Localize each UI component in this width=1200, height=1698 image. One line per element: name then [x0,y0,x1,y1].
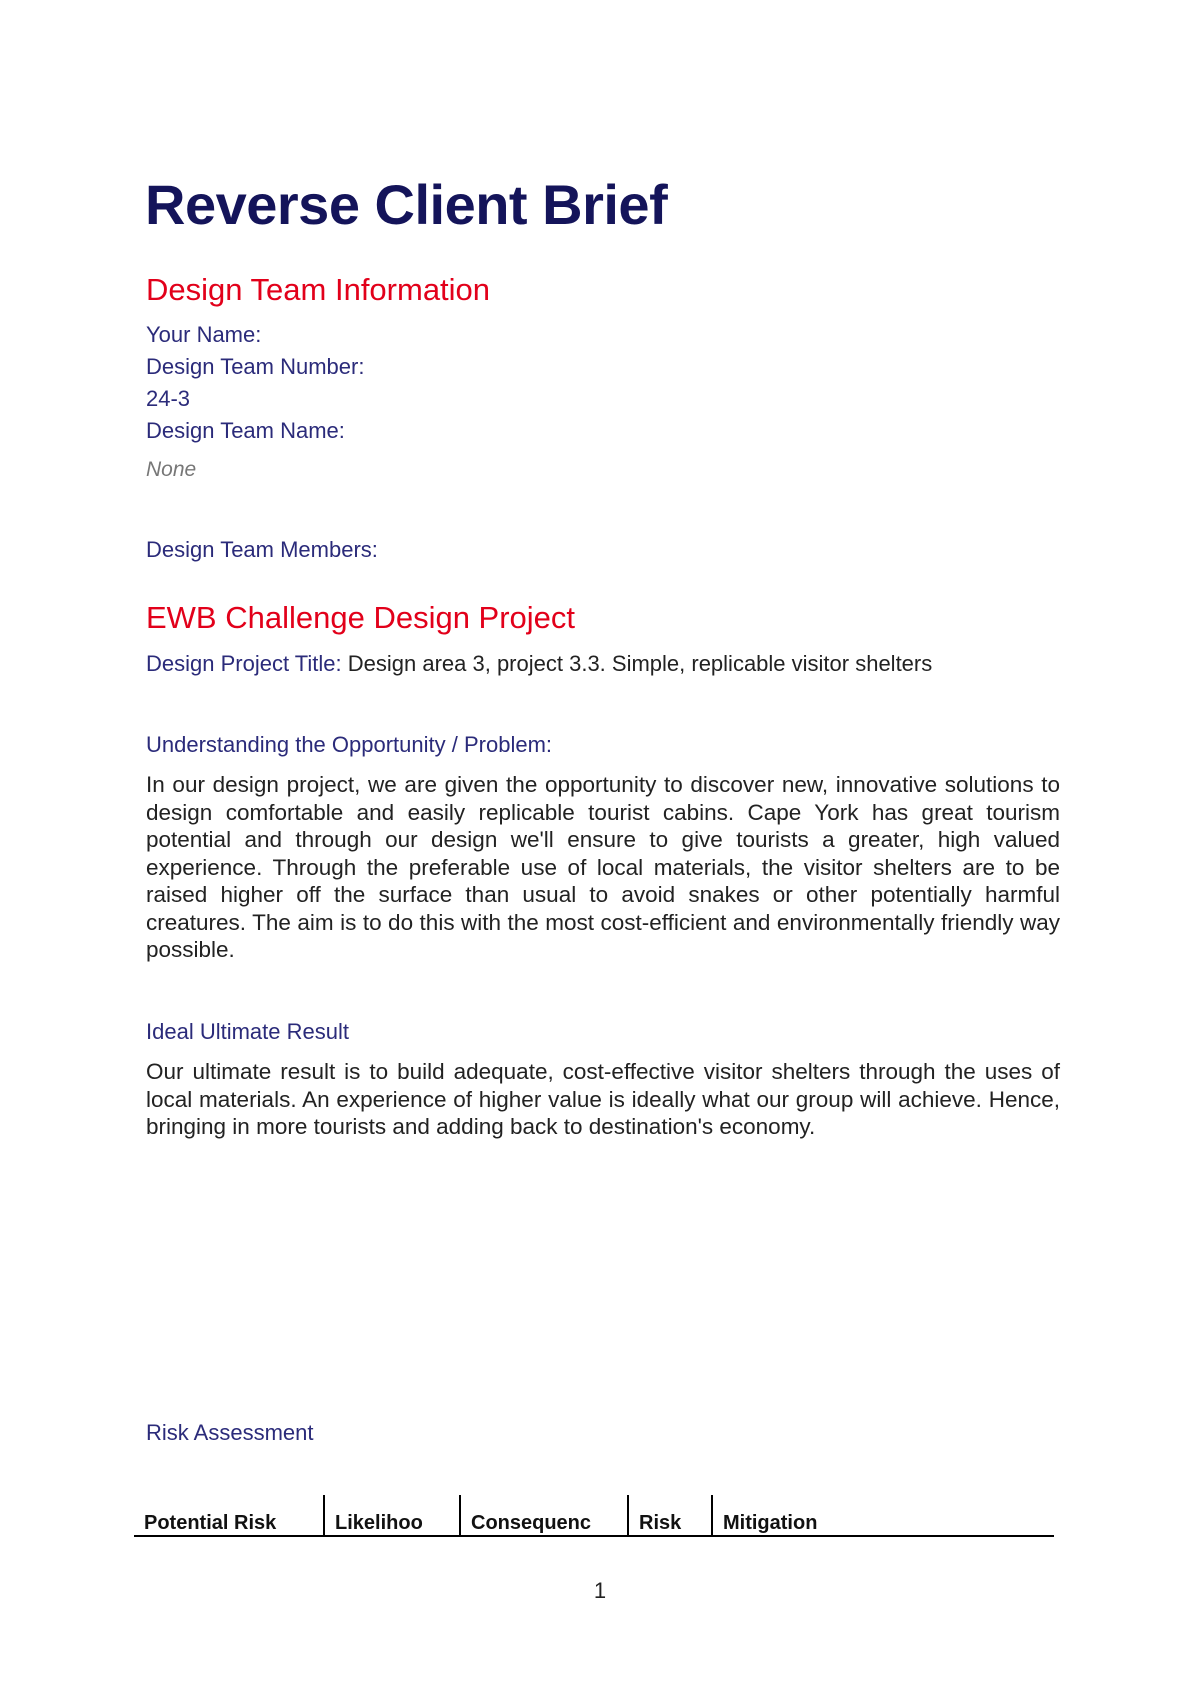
ideal-result-heading: Ideal Ultimate Result [146,1019,349,1044]
page-number: 1 [593,1578,607,1603]
team-number-value: 24-3 [146,386,191,411]
col-mitigation: Mitigation [712,1495,1054,1536]
project-heading: EWB Challenge Design Project [146,600,576,635]
project-title-line [146,651,932,677]
document-title: Reverse Client Brief [145,173,668,236]
ideal-result-paragraph: Our ultimate result is to build adequate, cost-effective visitor shelters through the uses of local materials. An experience of higher value is ideally what our group will achieve. Hence, bringing in more tourists and adding back to destination's economy. [146,1059,1060,1139]
risk-table-header-row [134,1495,1054,1536]
team-number-label: Design Team Number: [146,354,365,379]
understanding-heading: Understanding the Opportunity / Problem: [146,732,553,757]
col-consequence: Consequenc [460,1495,628,1536]
col-risk: Risk [628,1495,712,1536]
project-title-label: Design Project Title: [146,651,342,676]
col-potential-risk: Potential Risk [134,1495,324,1536]
risk-assessment-heading: Risk Assessment [146,1420,314,1445]
team-info-heading: Design Team Information [146,272,491,307]
understanding-paragraph: In our design project, we are given the opportunity to discover new, innovative solutions to design comfortable and easily replicable tourist cabins. Cape York has great tourism potential and through our design we'll ensure to give tourists a greater, high valued experience. Through the preferable use of local materials, the visitor shelters are to be raised higher off the surface than usual to avoid snakes or other potentially harmful creatures. The aim is to do this with the most cost-efficient and environmentally friendly way possible. [146,772,1060,962]
risk-table [134,1495,1054,1537]
team-members-label: Design Team Members: [146,537,378,562]
col-likelihood: Likelihoo [324,1495,460,1536]
team-name-value: None [146,458,197,481]
your-name-label: Your Name: [146,322,262,347]
team-name-label: Design Team Name: [146,418,345,443]
project-title-value: Design area 3, project 3.3. Simple, replicable visitor shelters [341,651,933,676]
